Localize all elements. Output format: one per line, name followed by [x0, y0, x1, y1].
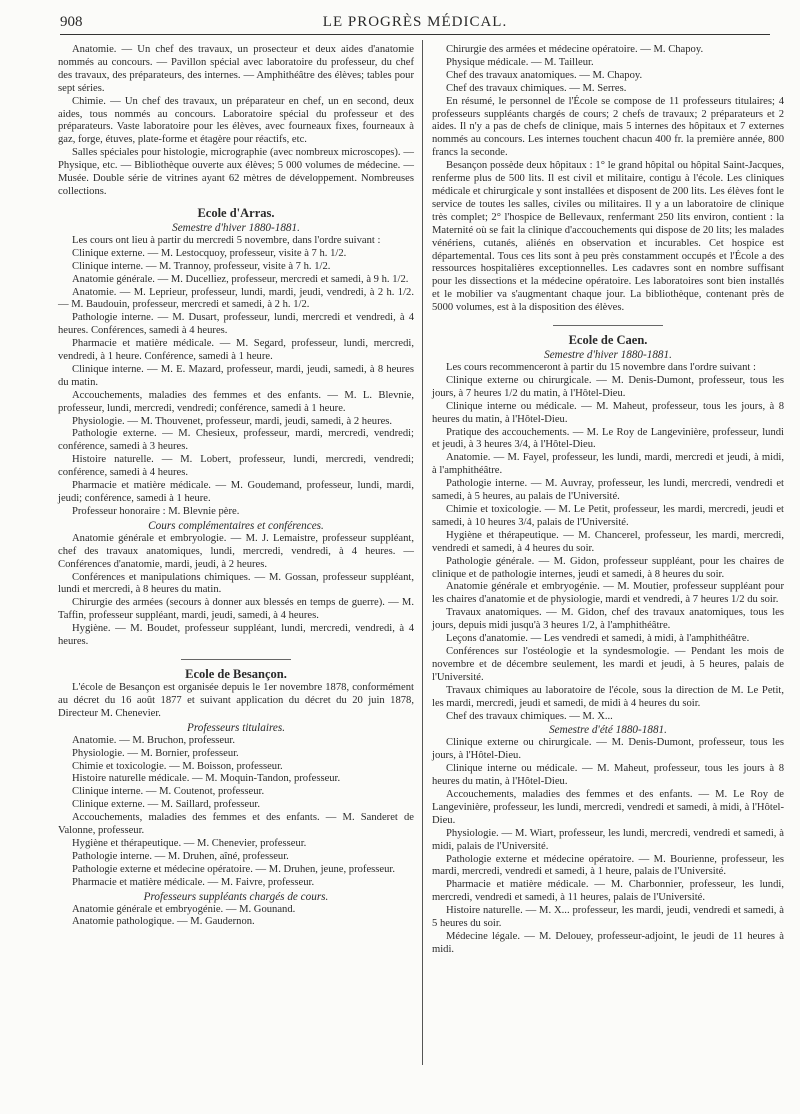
paragraph: Conférences sur l'ostéologie et la syndesmologie. — Pendant les mois de novembre et de décembre seulement, les mardi et jeudi, à 5 heures, palais de l'Université.: [432, 645, 784, 683]
paragraph: Physique médicale. — M. Tailleur.: [446, 56, 594, 68]
paragraph: Physiologie. — M. Bornier, professeur.: [72, 747, 239, 759]
paragraph: Chirurgie des armées et médecine opératoire. — M. Chapoy.: [446, 44, 704, 55]
section-rule: [553, 325, 663, 326]
paragraph: Accouchements, maladies des femmes et des enfants. — M. L. Blevnie, professeur, lundi, mercredi, vendredi; conférence, samedi à 1 heure.: [58, 389, 414, 414]
paragraph: Chef des travaux anatomiques. — M. Chapoy.: [446, 69, 643, 81]
section-heading: Ecole d'Arras.: [197, 205, 275, 220]
paragraph: Clinique interne. — M. Trannoy, professeur, visite à 7 h. 1/2.: [72, 260, 331, 272]
section-subheading: Professeurs titulaires.: [187, 721, 285, 734]
section-rule: [181, 659, 291, 660]
paragraph: Hygiène et thérapeutique. — M. Chancerel, professeur, les mardi, mercredi, vendredi et samedi, à 4 heures du soir.: [432, 529, 784, 554]
section-subheading: Professeurs suppléants chargés de cours.: [143, 890, 329, 903]
paragraph: Physiologie. — M. Wiart, professeur, les lundi, mercredi, vendredi et samedi, à midi, palais de l'Université.: [432, 827, 784, 852]
paragraph: Pathologie générale. — M. Gidon, professeur suppléant, pour les chaires de clinique et de pathologie internes, jeudi et samedi, à 8 heures du soir.: [432, 555, 784, 580]
paragraph: Clinique externe ou chirurgicale. — M. Denis-Dumont, professeur, tous les jours, à l'Hôtel-Dieu.: [432, 737, 784, 762]
paragraph: Pathologie interne. — M. Druhen, aîné, professeur.: [72, 850, 289, 862]
section-subheading: Semestre d'été 1880-1881.: [549, 724, 667, 737]
paragraph: Clinique interne. — M. Coutenot, professeur.: [72, 786, 265, 798]
paragraph: Clinique externe. — M. Lestocquoy, professeur, visite à 7 h. 1/2.: [72, 247, 347, 259]
section-heading: Ecole de Caen.: [568, 333, 648, 348]
paragraph: Besançon possède deux hôpitaux : 1° le grand hôpital ou hôpital Saint-Jacques, renferme plus de 500 lits. Il est civil et militaire, contigu à l'école. Les cliniques médicale et chirurgicale y sont installées et disposent de 200 lits. Les élèves font le service de toutes les salles, civiles ou militaires. Il y a un laboratoire de clinique très complet; 2° l'hospice de Bellevaux, renfermant 250 lits environ, contient : la Maternité où se fait la clinique d'accouchements qui dispose de 20 lits; les malades vénériens, cutanés, aliénés en observation et incurables. Cet hospice est départemental. Tous ces lits sont à peu près constamment occupés et l'École a des ressources hospitalières exceptionnelles. Les cadavres sont en nombre suffisant pour les dissections et la médecine opératoire. Les laboratoires sont bien installés et le mobilier va s'augmentant chaque jour. La bibliothèque, contenant près de 5000 volumes, est à la disposition des élèves.: [432, 160, 784, 314]
paragraph: Travaux anatomiques. — M. Gidon, chef des travaux anatomiques, tous les jours, depuis midi jusqu'à 3 heures 1/2, à l'amphithéâtre.: [432, 607, 784, 632]
section-subheading: Cours complémentaires et conférences.: [148, 519, 324, 532]
page-header: [60, 12, 770, 35]
paragraph: Pratique des accouchements. — M. Le Roy de Langevinière, professeur, lundi et jeudi, à 3 heures 3/4, à l'Hôtel-Dieu.: [432, 426, 784, 451]
paragraph: Anatomie. — Un chef des travaux, un prosecteur et deux aides d'anatomie nommés au concours. — Pavillon spécial avec laboratoire du professeur, du chef des travaux, des préparateurs, des internes. — Amphithéâtre des élèves; tables pour sept séries.: [58, 44, 414, 94]
paragraph: Travaux chimiques au laboratoire de l'école, sous la direction de M. Le Petit, les mardi, mercredi, jeudi et samedi, de midi à 4 heures du soir.: [432, 684, 784, 709]
right-column: [432, 44, 784, 957]
paragraph: Anatomie générale et embryogénie. — M. Gounand.: [72, 903, 296, 915]
paragraph: Pharmacie et matière médicale. — M. Charbonnier, professeur, les lundi, mercredi, vendredi et samedi, à 11 heures, palais de l'Université.: [432, 879, 784, 904]
paragraph: Pharmacie et matière médicale. — M. Goudemand, professeur, lundi, mardi, jeudi; conférence, samedi à 1 heure.: [58, 480, 414, 504]
paragraph: Professeur honoraire : M. Blevnie père.: [72, 505, 240, 517]
paragraph: Chimie. — Un chef des travaux, un préparateur en chef, un en second, deux aides, tous nommés au concours. Laboratoire spécial du professeur et des préparateurs. Vaste laboratoire pour les élèves, avec fourneaux fixes, fourneaux à gaz, forge, étuves, plate-forme et étagère pour réactifs, etc.: [58, 95, 414, 146]
left-column: [58, 44, 414, 929]
paragraph: L'école de Besançon est organisée depuis le 1er novembre 1878, conformément au décret du 16 août 1877 et suivant application du décret du 20 juin 1878, Directeur M. Chenevier.: [58, 681, 414, 719]
paragraph: Histoire naturelle. — M. X... professeur, les mardi, jeudi, vendredi et samedi, à 5 heures du soir.: [432, 905, 784, 930]
paragraph: Histoire naturelle médicale. — M. Moquin-Tandon, professeur.: [72, 773, 341, 785]
paragraph: Leçons d'anatomie. — Les vendredi et samedi, à midi, à l'amphithéâtre.: [446, 633, 750, 645]
paragraph: Anatomie. — M. Bruchon, professeur.: [72, 734, 235, 746]
column-separator: [422, 40, 423, 1065]
paragraph: Pathologie interne. — M. Auvray, professeur, les lundi, mercredi, vendredi et samedi, à 5 heures, au palais de l'Université.: [432, 478, 784, 503]
paragraph: Clinique interne. — M. E. Mazard, professeur, mardi, jeudi, samedi, à 8 heures du matin.: [58, 363, 414, 388]
paragraph: Pathologie externe et médecine opératoire. — M. Bourienne, professeur, les mardi, mercredi, vendredi et samedi, à 1 heure, palais de l'Université.: [432, 853, 784, 878]
paragraph: Anatomie générale et embryologie. — M. J. Lemaistre, professeur suppléant, chef des travaux anatomiques, lundi, mercredi, vendredi, à 4 heures. — Conférences d'anatomie, mardi, jeudi, à 2 heures.: [58, 532, 414, 570]
section-subheading: Semestre d'hiver 1880-1881.: [172, 221, 300, 234]
paragraph: Clinique externe. — M. Saillard, professeur.: [72, 799, 260, 811]
paragraph: Chimie et toxicologie. — M. Le Petit, professeur, les mardi, mercredi, jeudi et samedi, à 10 heures 3/4, palais de l'Université.: [432, 504, 784, 528]
paragraph: Clinique interne ou médicale. — M. Maheut, professeur, tous les jours à 8 heures du matin, à l'Hôtel-Dieu.: [432, 763, 784, 788]
paragraph: Accouchements, maladies des femmes et des enfants. — M. Le Roy de Langevinière, professeur, les lundi, mercredi, vendredi et samedi, à midi, à l'Hôtel-Dieu.: [432, 789, 784, 826]
paragraph: Salles spéciales pour histologie, micrographie (avec nombreux microscopes). — Physique, etc. — Bibliothèque ouverte aux élèves; 5 000 volumes de médecine. — Musée. Double série de vitrines ayant 62 mètres de développement. Nombreuses collections.: [58, 147, 414, 197]
paragraph: Les cours ont lieu à partir du mercredi 5 novembre, dans l'ordre suivant :: [72, 234, 381, 246]
paragraph: Anatomie générale. — M. Ducelliez, professeur, mercredi et samedi, à 9 h. 1/2.: [72, 273, 409, 285]
paragraph: Chef des travaux chimiques. — M. X...: [446, 710, 613, 722]
section-subheading: Semestre d'hiver 1880-1881.: [544, 349, 672, 362]
paragraph: Hygiène et thérapeutique. — M. Chenevier, professeur.: [72, 837, 307, 849]
paragraph: Anatomie. — M. Leprieur, professeur, lundi, mardi, jeudi, vendredi, à 2 h. 1/2. — M. Baudouin, professeur, mercredi et samedi, à 2 h. 1/2.: [58, 286, 414, 311]
paragraph: Clinique externe ou chirurgicale. — M. Denis-Dumont, professeur, tous les jours, à 7 heures 1/2 du matin, à l'Hôtel-Dieu.: [432, 374, 784, 399]
paragraph: Pathologie externe et médecine opératoire. — M. Druhen, jeune, professeur.: [72, 863, 395, 875]
page-number: 908: [60, 14, 83, 30]
paragraph: Pharmacie et matière médicale. — M. Segard, professeur, lundi, mercredi, vendredi, à 1 heure. Conférence, samedi à 1 heure.: [58, 338, 414, 363]
paragraph: En résumé, le personnel de l'École se compose de 11 professeurs titulaires; 4 professeurs suppléants chargés de cours; 2 chefs de travaux; 2 préparateurs et 2 aides. Il n'y a pas de chefs de clinique, mais 5 internes des hôpitaux et 7 externes nommés au concours. Les internes touchent chacun 400 fr. la première année, 800 francs la seconde.: [432, 95, 784, 159]
paragraph: Hygiène. — M. Boudet, professeur suppléant, lundi, mercredi, vendredi, à 4 heures.: [58, 623, 414, 648]
paragraph: Chirurgie des armées (secours à donner aux blessés en temps de guerre). — M. Taffin, professeur suppléant, mardi, jeudi, samedi, à 4 heures.: [58, 597, 414, 622]
paragraph: Chef des travaux chimiques. — M. Serres.: [446, 82, 627, 94]
journal-title: LE PROGRÈS MÉDICAL.: [322, 14, 508, 30]
paragraph: Accouchements, maladies des femmes et des enfants. — M. Sanderet de Valonne, professeur.: [58, 812, 414, 837]
paragraph: Pathologie externe. — M. Chesieux, professeur, mardi, mercredi, vendredi; conférence, samedi à 3 heures.: [58, 428, 414, 453]
paragraph: Conférences et manipulations chimiques. — M. Gossan, professeur suppléant, lundi et mercredi, à 8 heures du matin.: [58, 571, 414, 596]
paragraph: Anatomie générale et embryogénie. — M. Moutier, professeur suppléant pour les chaires d'anatomie et de physiologie, mardi et vendredi, à 7 heures 1/2 du soir.: [432, 581, 784, 606]
paragraph: Anatomie pathologique. — M. Gaudernon.: [72, 916, 255, 928]
paragraph: Physiologie. — M. Thouvenet, professeur, mardi, jeudi, samedi, à 2 heures.: [72, 415, 393, 427]
paragraph: Clinique interne ou médicale. — M. Maheut, professeur, tous les jours, à 8 heures du matin, à l'Hôtel-Dieu.: [432, 400, 784, 425]
paragraph: Anatomie. — M. Fayel, professeur, les lundi, mardi, mercredi et jeudi, à midi, à l'amphithéâtre.: [432, 452, 784, 477]
paragraph: Chimie et toxicologie. — M. Boisson, professeur.: [72, 760, 283, 772]
paragraph: Pathologie interne. — M. Dusart, professeur, lundi, mercredi et vendredi, à 4 heures. Conférences, samedi à 4 heures.: [58, 312, 414, 337]
paragraph: Les cours recommenceront à partir du 15 novembre dans l'ordre suivant :: [446, 362, 756, 374]
paragraph: Pharmacie et matière médicale. — M. Faivre, professeur.: [72, 876, 315, 888]
paragraph: Histoire naturelle. — M. Lobert, professeur, lundi, mercredi, vendredi; conférence, samedi à 4 heures.: [58, 454, 414, 479]
section-heading: Ecole de Besançon.: [185, 666, 287, 681]
paragraph: Médecine légale. — M. Delouey, professeur-adjoint, le jeudi de 11 heures à midi.: [432, 931, 784, 955]
